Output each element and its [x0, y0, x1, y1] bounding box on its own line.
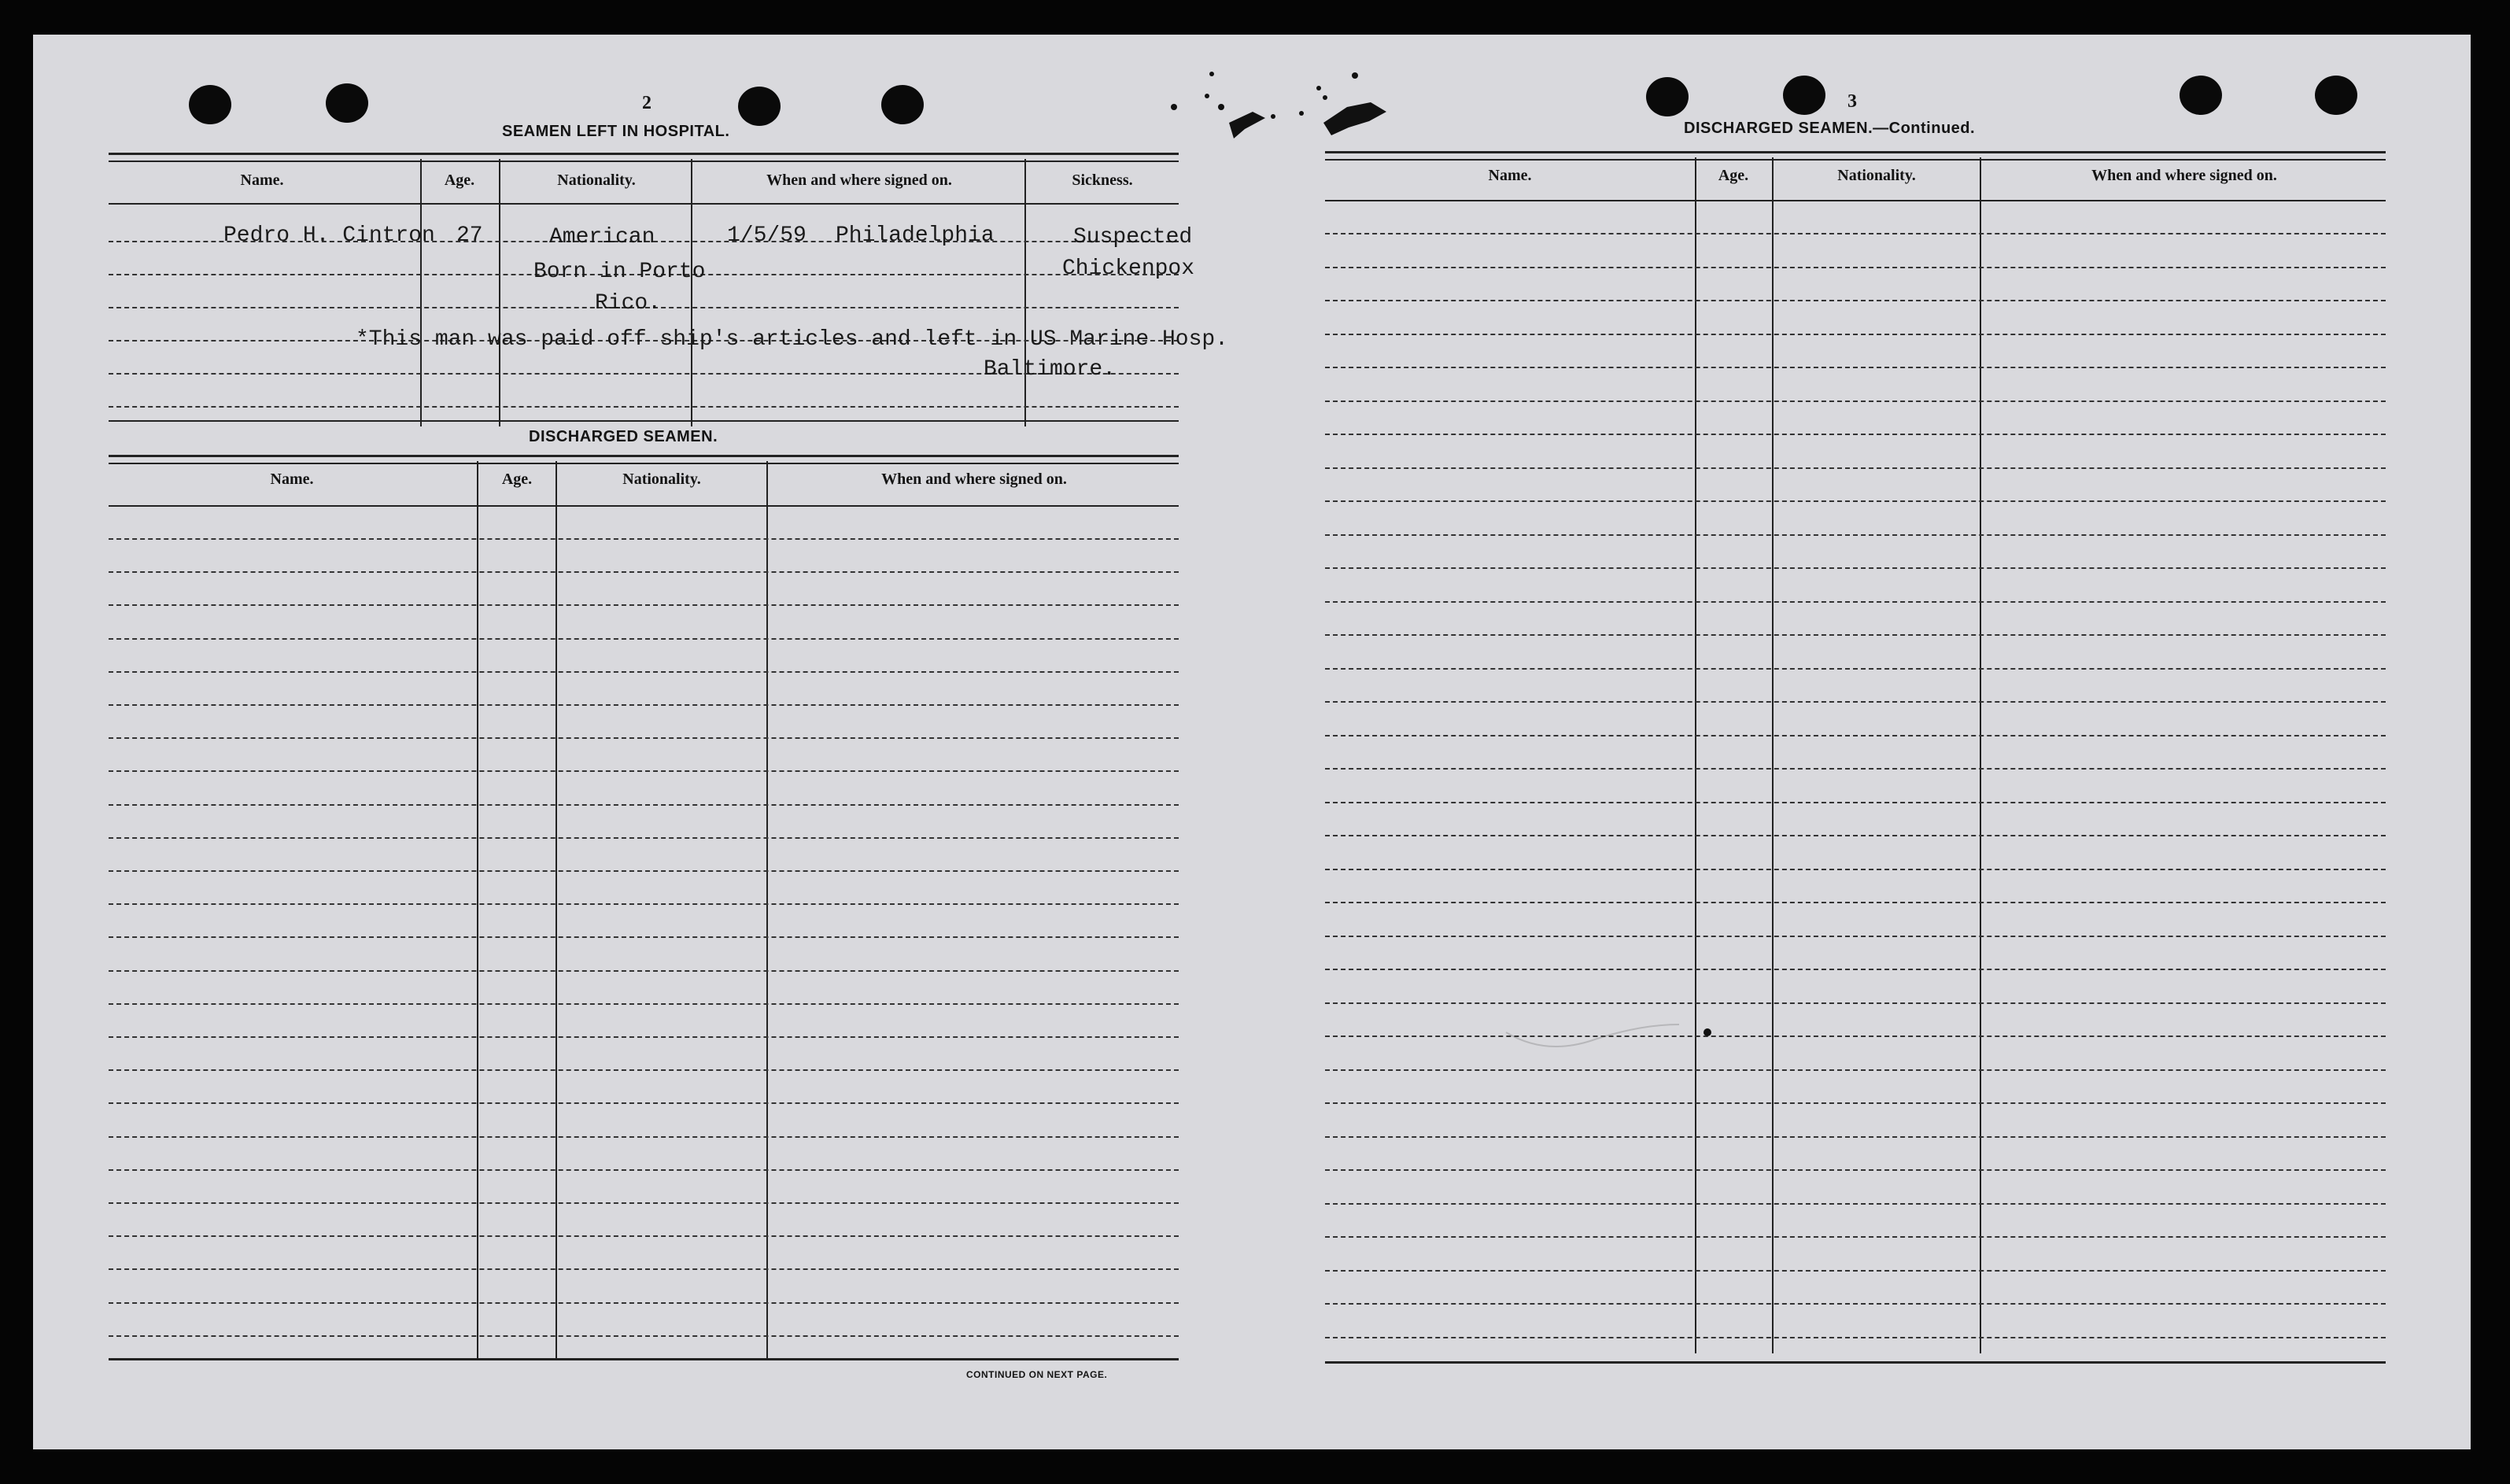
- table-row: [1325, 701, 2386, 703]
- table-row: [109, 604, 1179, 606]
- table-row: [109, 538, 1179, 540]
- table-row: [1325, 267, 2386, 268]
- column-header-name: Name.: [1488, 167, 1532, 184]
- table-row: [1325, 1203, 2386, 1205]
- table-row: [1325, 1102, 2386, 1104]
- sickness-line: Chickenpox: [1062, 257, 1195, 281]
- table-row: [109, 638, 1179, 640]
- table-row: [1325, 601, 2386, 603]
- table-row: [1325, 1337, 2386, 1338]
- table-row: [1325, 367, 2386, 368]
- table-row: [1325, 936, 2386, 937]
- table-row: [1325, 334, 2386, 335]
- column-header-age: Age.: [444, 172, 475, 189]
- right-page: [1325, 90, 2427, 1427]
- column-header-age: Age.: [1718, 167, 1749, 184]
- table-row: [109, 770, 1179, 772]
- table-row: [109, 1302, 1179, 1304]
- column-header-age: Age.: [501, 471, 533, 488]
- table-row: [1325, 233, 2386, 234]
- table-row: [109, 870, 1179, 872]
- table-row: [109, 837, 1179, 839]
- table-row: [1325, 300, 2386, 301]
- column-header-sickness: Sickness.: [1072, 172, 1133, 189]
- table-row: [109, 1003, 1179, 1005]
- discharged-continued-title: DISCHARGED SEAMEN.—Continued.: [1684, 120, 1976, 137]
- signed-on-place: Philadelphia: [836, 223, 995, 248]
- discharged-rows: [1325, 151, 2386, 1379]
- document-sheet: [33, 35, 2471, 1449]
- discharged-table: [109, 455, 1179, 1399]
- table-row: [109, 1069, 1179, 1071]
- seaman-name: Pedro H. Cintron: [223, 223, 435, 248]
- table-row: [1325, 467, 2386, 469]
- table-row: [1325, 802, 2386, 803]
- page-number: 2: [642, 93, 651, 113]
- table-row: [1325, 434, 2386, 435]
- table-row: [1325, 1169, 2386, 1171]
- hospital-note: *This man was paid off ship's articles and left in US Marine Hosp.: [356, 327, 1228, 352]
- discharged-continued-table: [1325, 151, 2386, 1410]
- continued-note: CONTINUED ON NEXT PAGE.: [966, 1369, 1108, 1380]
- nationality-line: Born in Porto: [533, 260, 706, 284]
- table-row: [109, 1102, 1179, 1104]
- table-row: [1325, 869, 2386, 870]
- faint-smudge: [1498, 1001, 1734, 1064]
- table-row: [1325, 401, 2386, 402]
- column-header-signed-on: When and where signed on.: [881, 471, 1067, 488]
- discharged-rows: [109, 455, 1179, 1368]
- table-row: [1325, 1303, 2386, 1305]
- table-row: [1325, 500, 2386, 502]
- table-row: [1325, 1270, 2386, 1272]
- nationality-line: Rico.: [595, 291, 662, 316]
- table-row: [1325, 735, 2386, 736]
- table-row: [1325, 1002, 2386, 1004]
- hospital-section-title: SEAMEN LEFT IN HOSPITAL.: [502, 123, 730, 140]
- table-row: [109, 1202, 1179, 1204]
- nationality-line: American: [549, 225, 655, 249]
- hospital-table: [109, 153, 1228, 425]
- table-row: [109, 970, 1179, 972]
- table-row: [1325, 902, 2386, 903]
- table-row: [1325, 634, 2386, 636]
- page-number: 3: [1847, 91, 1857, 112]
- table-row: [1325, 768, 2386, 770]
- discharged-section-title: DISCHARGED SEAMEN.: [529, 428, 718, 445]
- table-bottom-rule: [109, 420, 1179, 422]
- table-bottom-rule: [1325, 1361, 2386, 1364]
- table-row: [1325, 567, 2386, 569]
- ink-dot: [1703, 1028, 1712, 1037]
- table-bottom-rule: [109, 1358, 1179, 1360]
- hospital-note: Baltimore.: [984, 357, 1117, 382]
- column-header-signed-on: When and where signed on.: [766, 172, 952, 189]
- hospital-rows: [109, 153, 1179, 425]
- table-row: [109, 671, 1179, 673]
- table-row: [1325, 1069, 2386, 1071]
- table-row: [1325, 1035, 2386, 1037]
- column-header-signed-on: When and where signed on.: [2091, 167, 2277, 184]
- column-header-nationality: Nationality.: [622, 471, 701, 488]
- table-row: [1325, 668, 2386, 670]
- column-header-name: Name.: [240, 172, 284, 189]
- table-row: [1325, 835, 2386, 836]
- table-row: [109, 903, 1179, 905]
- table-row: [109, 1136, 1179, 1138]
- table-row: [1325, 1236, 2386, 1238]
- table-row: [1325, 1136, 2386, 1138]
- table-row: [109, 804, 1179, 806]
- column-header-nationality: Nationality.: [1837, 167, 1916, 184]
- table-row: [109, 1235, 1179, 1237]
- table-row: [109, 1335, 1179, 1337]
- table-row: [109, 704, 1179, 706]
- seaman-age: 27: [456, 223, 483, 248]
- table-row: [109, 1268, 1179, 1270]
- table-row: [109, 1169, 1179, 1171]
- table-row: [1325, 534, 2386, 536]
- column-header-nationality: Nationality.: [557, 172, 636, 189]
- column-header-name: Name.: [270, 471, 314, 488]
- signed-on-date: 1/5/59: [727, 223, 807, 248]
- table-row: [109, 737, 1179, 739]
- left-page: [109, 90, 1228, 1427]
- table-row: [1325, 969, 2386, 970]
- table-row: [109, 936, 1179, 938]
- table-row: [109, 1036, 1179, 1038]
- table-row: [109, 571, 1179, 573]
- sickness-line: Suspected: [1073, 225, 1193, 249]
